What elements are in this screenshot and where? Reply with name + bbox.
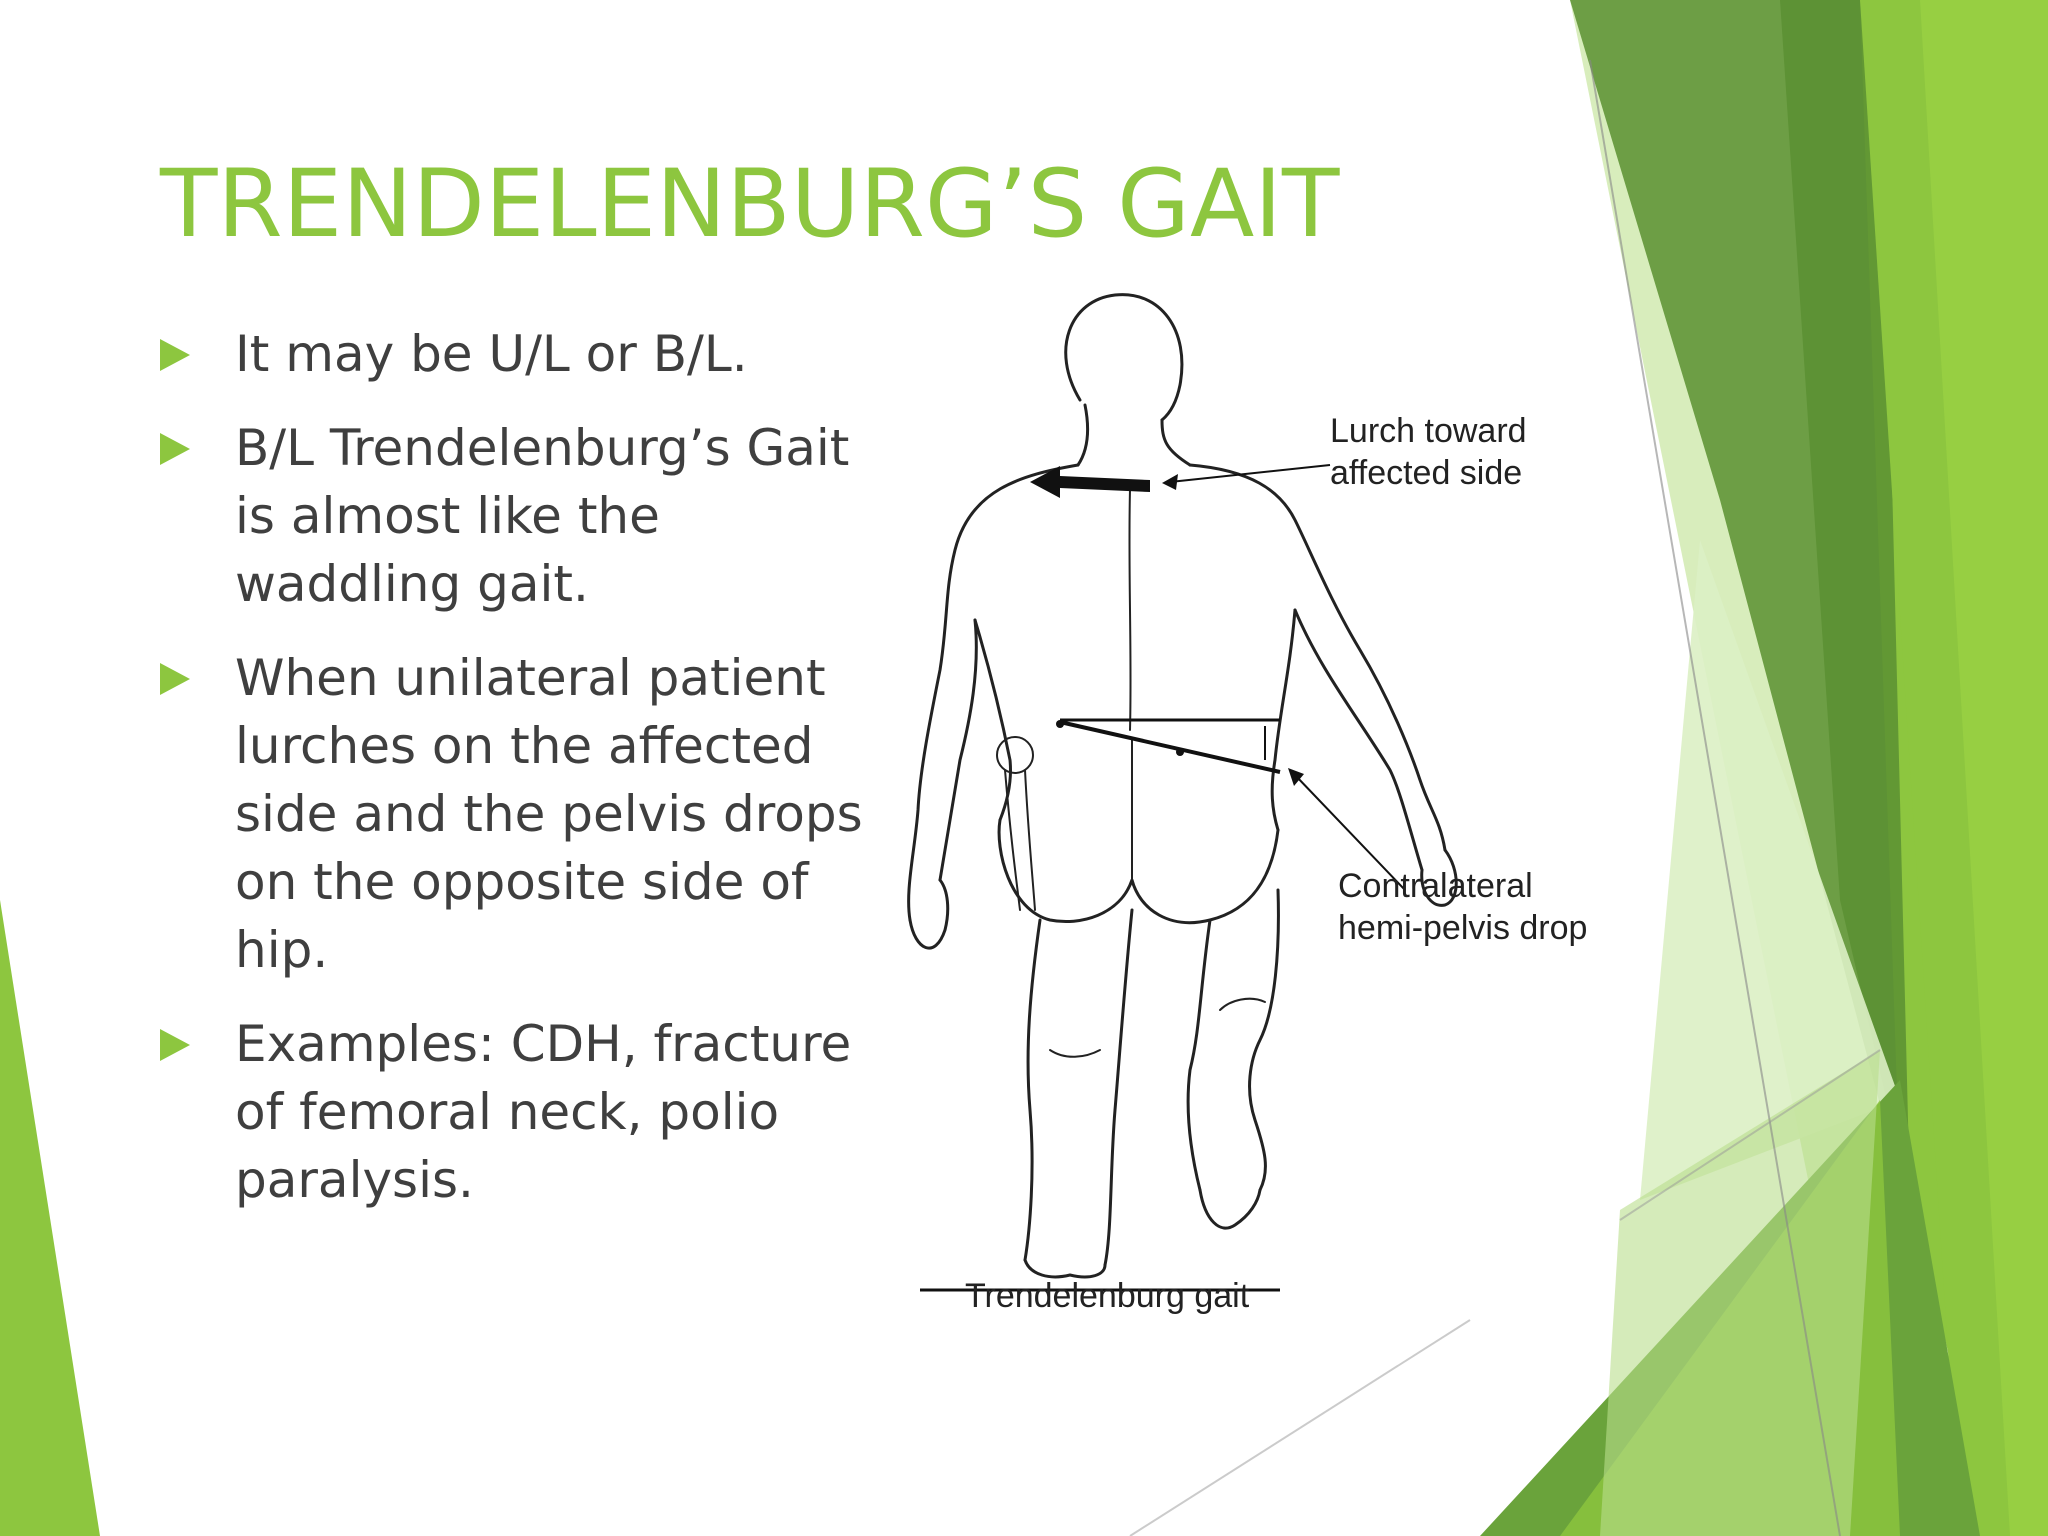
left-knee [1050,1050,1100,1057]
right-knee [1220,999,1265,1010]
thin-line-2 [1130,1320,1470,1536]
gait-illustration [900,290,1620,1330]
figure-caption: Trendelenburg gait [965,1277,1250,1315]
bullet-item [160,644,880,984]
bullet-text: It may be U/L or B/L. [235,325,748,383]
triangle-bullet-icon [160,339,190,371]
left-leg-outer [1025,920,1040,1260]
left-leg-inner [1105,910,1132,1265]
waist-left [975,620,1011,820]
left-hand-outline [910,880,948,948]
bullet-text: When unilateral patient lurches on the affected side and the pelvis drops on the opposite side of hip. [235,649,863,979]
bullet-item [160,320,880,388]
lurch-label [1330,410,1527,494]
lurch-label-line1: Lurch toward [1330,412,1527,450]
bullet-list [160,320,880,1240]
lurch-label-line2: affected side [1330,454,1523,492]
spine-line [1129,490,1130,730]
lurch-pointer-head [1162,474,1178,490]
triangle-bullet-icon [160,433,190,465]
pelvis-dot-right [1176,748,1184,756]
neck-outline [1078,405,1190,465]
triangle-bullet-icon [160,1029,190,1061]
torso-left-outline [909,465,1078,920]
hip-joint [997,737,1033,773]
pelvis-dot-left [1056,720,1064,728]
pelvis-drop-label [1338,865,1587,949]
left-green-shape [0,900,100,1536]
head-outline [1066,295,1182,420]
right-leg-inner [1250,890,1279,1190]
buttocks-outline [999,820,1278,923]
pelvis-tilt-line [1060,722,1280,772]
pelvis-drop-label-line1: Contralateral [1338,867,1533,905]
bullet-text: Examples: CDH, fracture of femoral neck, polio paralysis. [235,1015,852,1209]
inner-arm-left [940,620,976,880]
right-leg-outer [1188,920,1210,1190]
bullet-item [160,1010,880,1214]
pelvis-drop-label-line2: hemi-pelvis drop [1338,909,1588,947]
bullet-text: B/L Trendelenburg’s Gait is almost like the waddling gait. [235,419,850,613]
triangle-bullet-icon [160,663,190,695]
right-foot [1200,1190,1260,1228]
slide-title: TRENDELENBURG’S GAIT [160,150,1340,259]
bullet-item [160,414,880,618]
